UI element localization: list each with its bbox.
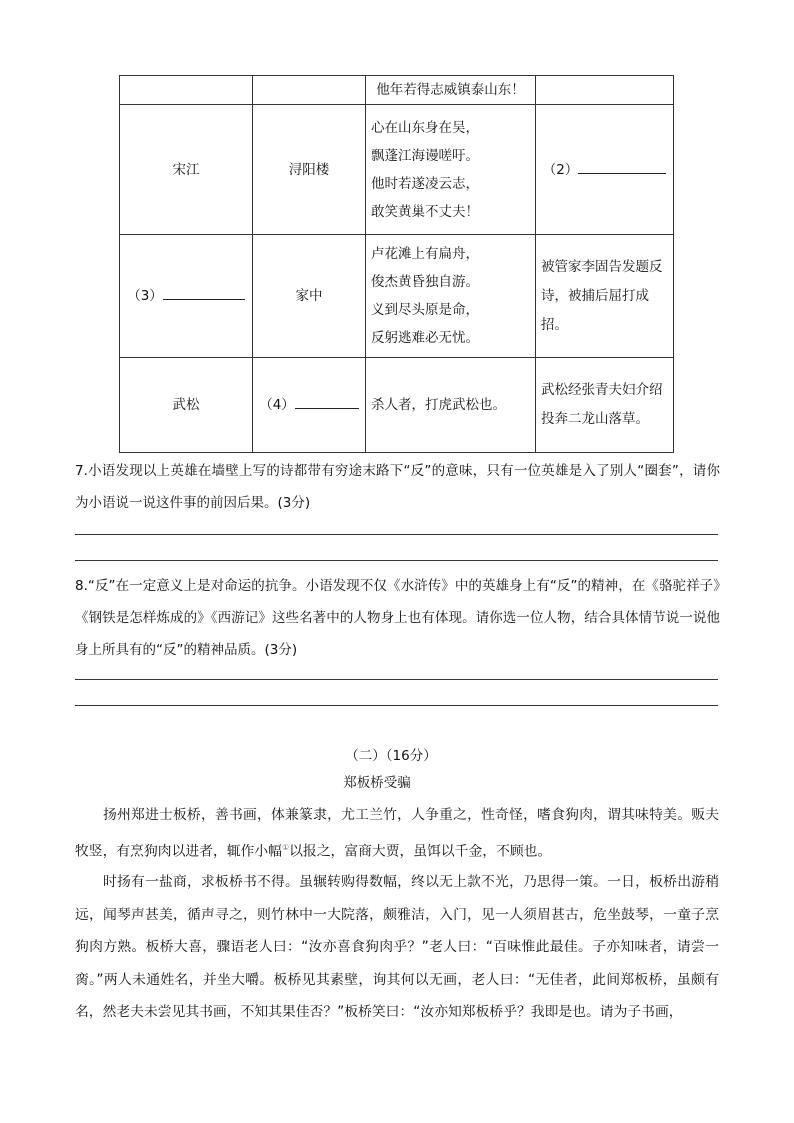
poem-cell: 他年若得志威镇泰山东！ bbox=[366, 76, 536, 105]
answer-blank-2[interactable] bbox=[578, 159, 666, 174]
question-7: 7.小语发现以上英雄在墙壁上写的诗都带有穷途末路下“反”的意味，只有一位英雄是入了别人“圈套”，请你为小语说一说这件事的前因后果。(3分) bbox=[75, 463, 720, 511]
hero-cell bbox=[120, 235, 253, 358]
paragraph-text: 扬州郑进士板桥，善书画，体兼篆隶，尤工兰竹，人争重之，性奇怪，嗜食狗肉，谓其味特美。贩夫牧竖，有烹狗肉以进者，辄作小幅 bbox=[75, 807, 719, 860]
place-cell bbox=[253, 76, 366, 105]
poem-line: 他时若遂凌云志， bbox=[371, 175, 479, 192]
answer-blank-3[interactable] bbox=[163, 285, 245, 300]
place-cell: 家中 bbox=[253, 235, 366, 358]
heroes-table bbox=[119, 75, 674, 453]
blank-label: （4） bbox=[259, 397, 295, 413]
table-row bbox=[120, 105, 674, 235]
table-row bbox=[120, 235, 674, 358]
poem-cell: 杀人者，打虎武松也。 bbox=[366, 358, 536, 453]
question-8: 8.“反”在一定意义上是对命运的抗争。小语发现不仅《水浒传》中的英雄身上有“反”的精神，在《骆驼祥子》《钢铁是怎样炼成的》《西游记》这些名著中的人物身上也有体现。请你选一位人物，结合具体情节说一说他身上所具有的“反”的精神品质。(3分) bbox=[75, 578, 720, 658]
answer-line[interactable] bbox=[75, 534, 718, 535]
place-cell bbox=[253, 358, 366, 453]
table-row bbox=[120, 76, 674, 105]
poem-cell bbox=[366, 235, 536, 358]
hero-cell: 武松 bbox=[120, 358, 253, 453]
passage-title: 郑板桥受骗 bbox=[343, 775, 411, 791]
answer-line[interactable] bbox=[75, 705, 718, 706]
poem-line: 心在山东身在吴， bbox=[371, 119, 479, 136]
answer-line[interactable] bbox=[75, 560, 718, 561]
note-cell bbox=[536, 76, 674, 105]
passage-paragraph-2: 时扬有一盐商，求板桥书不得。虽辗转购得数幅，终以无上款不光，乃思得一策。一日，板桥出游稍远，闻琴声甚美，循声寻之，则竹林中一大院落，颇雅洁，入门，见一人须眉甚古，危坐鼓琴，一童子烹狗肉方熟。板桥大喜，骤语老人曰：“汝亦喜食狗肉乎？”老人曰：“百味惟此最佳。子亦知味者，请尝一脔。”两人未通姓名，并坐大嚼。板桥见其素壁，询其何以无画，老人曰：“无佳者，此间郑板桥，虽颇有名，然老夫未尝见其书画，不知其果佳否？”板桥笑曰：“汝亦知郑板桥乎？我即是也。请为子书画， bbox=[75, 874, 719, 1020]
answer-line[interactable] bbox=[75, 679, 718, 680]
blank-label: （3） bbox=[127, 288, 163, 304]
footnote-marker: ① bbox=[281, 842, 290, 852]
paragraph-text: 以报之，富商大贾，虽饵以千金，不顾也。 bbox=[289, 843, 552, 860]
note-cell bbox=[536, 105, 674, 235]
poem-line: 义到尽头原是命， bbox=[371, 302, 479, 318]
place-cell: 浔阳楼 bbox=[253, 105, 366, 235]
poem-line: 俊杰黄昏独自游。 bbox=[371, 274, 479, 290]
hero-cell: 宋江 bbox=[120, 105, 253, 235]
poem-line: 卢花滩上有扁舟， bbox=[371, 246, 479, 262]
poem-line: 飘蓬江海谩嗟吁。 bbox=[371, 147, 479, 164]
poem-line: 敢笑黄巢不丈夫！ bbox=[371, 203, 479, 220]
passage-paragraph-1 bbox=[75, 799, 719, 868]
table-row bbox=[120, 358, 674, 453]
note-cell: 武松经张青夫妇介绍投奔二龙山落草。 bbox=[536, 358, 674, 453]
poem-cell bbox=[366, 105, 536, 235]
note-cell: 被管家李固告发题反诗，被捕后屈打成招。 bbox=[536, 235, 674, 358]
hero-cell bbox=[120, 76, 253, 105]
answer-blank-4[interactable] bbox=[295, 394, 359, 409]
section-heading: （二）（16分） bbox=[345, 748, 437, 764]
blank-label: （2） bbox=[542, 161, 579, 178]
poem-line: 反躬逃难必无忧。 bbox=[371, 330, 479, 346]
